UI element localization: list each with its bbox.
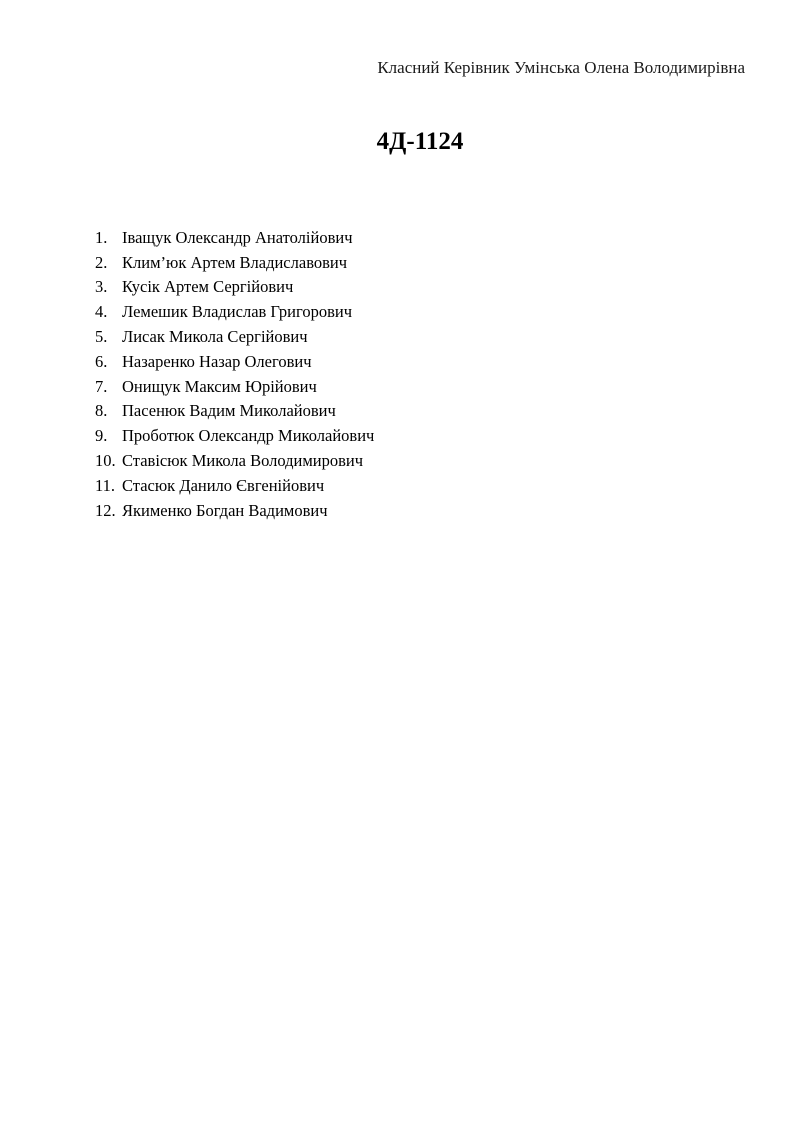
list-item xyxy=(95,350,745,375)
list-item xyxy=(95,275,745,300)
list-item-number: 7. xyxy=(95,376,108,396)
list-item-name: Ставісюк Микола Володимирович xyxy=(122,451,364,471)
list-item xyxy=(95,474,745,499)
list-item-number: 12. xyxy=(95,500,116,520)
page-title: 4Д-1124 xyxy=(376,128,464,156)
list-item xyxy=(95,251,745,276)
list-item-name: Лисак Микола Сергійович xyxy=(122,327,308,347)
list-item-number: 4. xyxy=(95,302,108,322)
list-item xyxy=(95,399,745,424)
list-item-number: 2. xyxy=(95,252,108,272)
list-item-name: Проботюк Олександр Миколайович xyxy=(122,426,375,446)
list-item-number: 3. xyxy=(95,277,108,297)
list-item-name: Лемешик Владислав Григорович xyxy=(122,302,353,322)
list-item-number: 9. xyxy=(95,426,108,446)
list-item-number: 1. xyxy=(95,227,108,247)
list-item-number: 6. xyxy=(95,351,108,371)
list-item xyxy=(95,325,745,350)
list-item xyxy=(95,499,745,524)
list-item-name: Стасюк Данило Євгенійович xyxy=(122,475,325,495)
list-item-name: Якименко Богдан Вадимович xyxy=(122,500,328,520)
list-item xyxy=(95,449,745,474)
list-item-name: Пасенюк Вадим Миколайович xyxy=(122,401,336,421)
list-item-number: 8. xyxy=(95,401,108,421)
class-teacher-line: Класний Керівник Умінська Олена Володимирівна xyxy=(377,58,745,77)
list-item-number: 5. xyxy=(95,327,108,347)
list-item-name: Кусік Артем Сергійович xyxy=(122,277,294,297)
list-item xyxy=(95,424,745,449)
list-item-number: 11. xyxy=(95,475,116,495)
list-item-name: Іващук Олександр Анатолійович xyxy=(122,227,353,247)
list-item xyxy=(95,300,745,325)
student-list xyxy=(95,226,745,524)
list-item-name: Клим’юк Артем Владиславович xyxy=(122,252,348,272)
list-item-name: Онищук Максим Юрійович xyxy=(122,376,317,396)
list-item-name: Назаренко Назар Олегович xyxy=(122,351,312,371)
list-item xyxy=(95,226,745,251)
list-item xyxy=(95,375,745,400)
list-item-number: 10. xyxy=(95,451,116,471)
